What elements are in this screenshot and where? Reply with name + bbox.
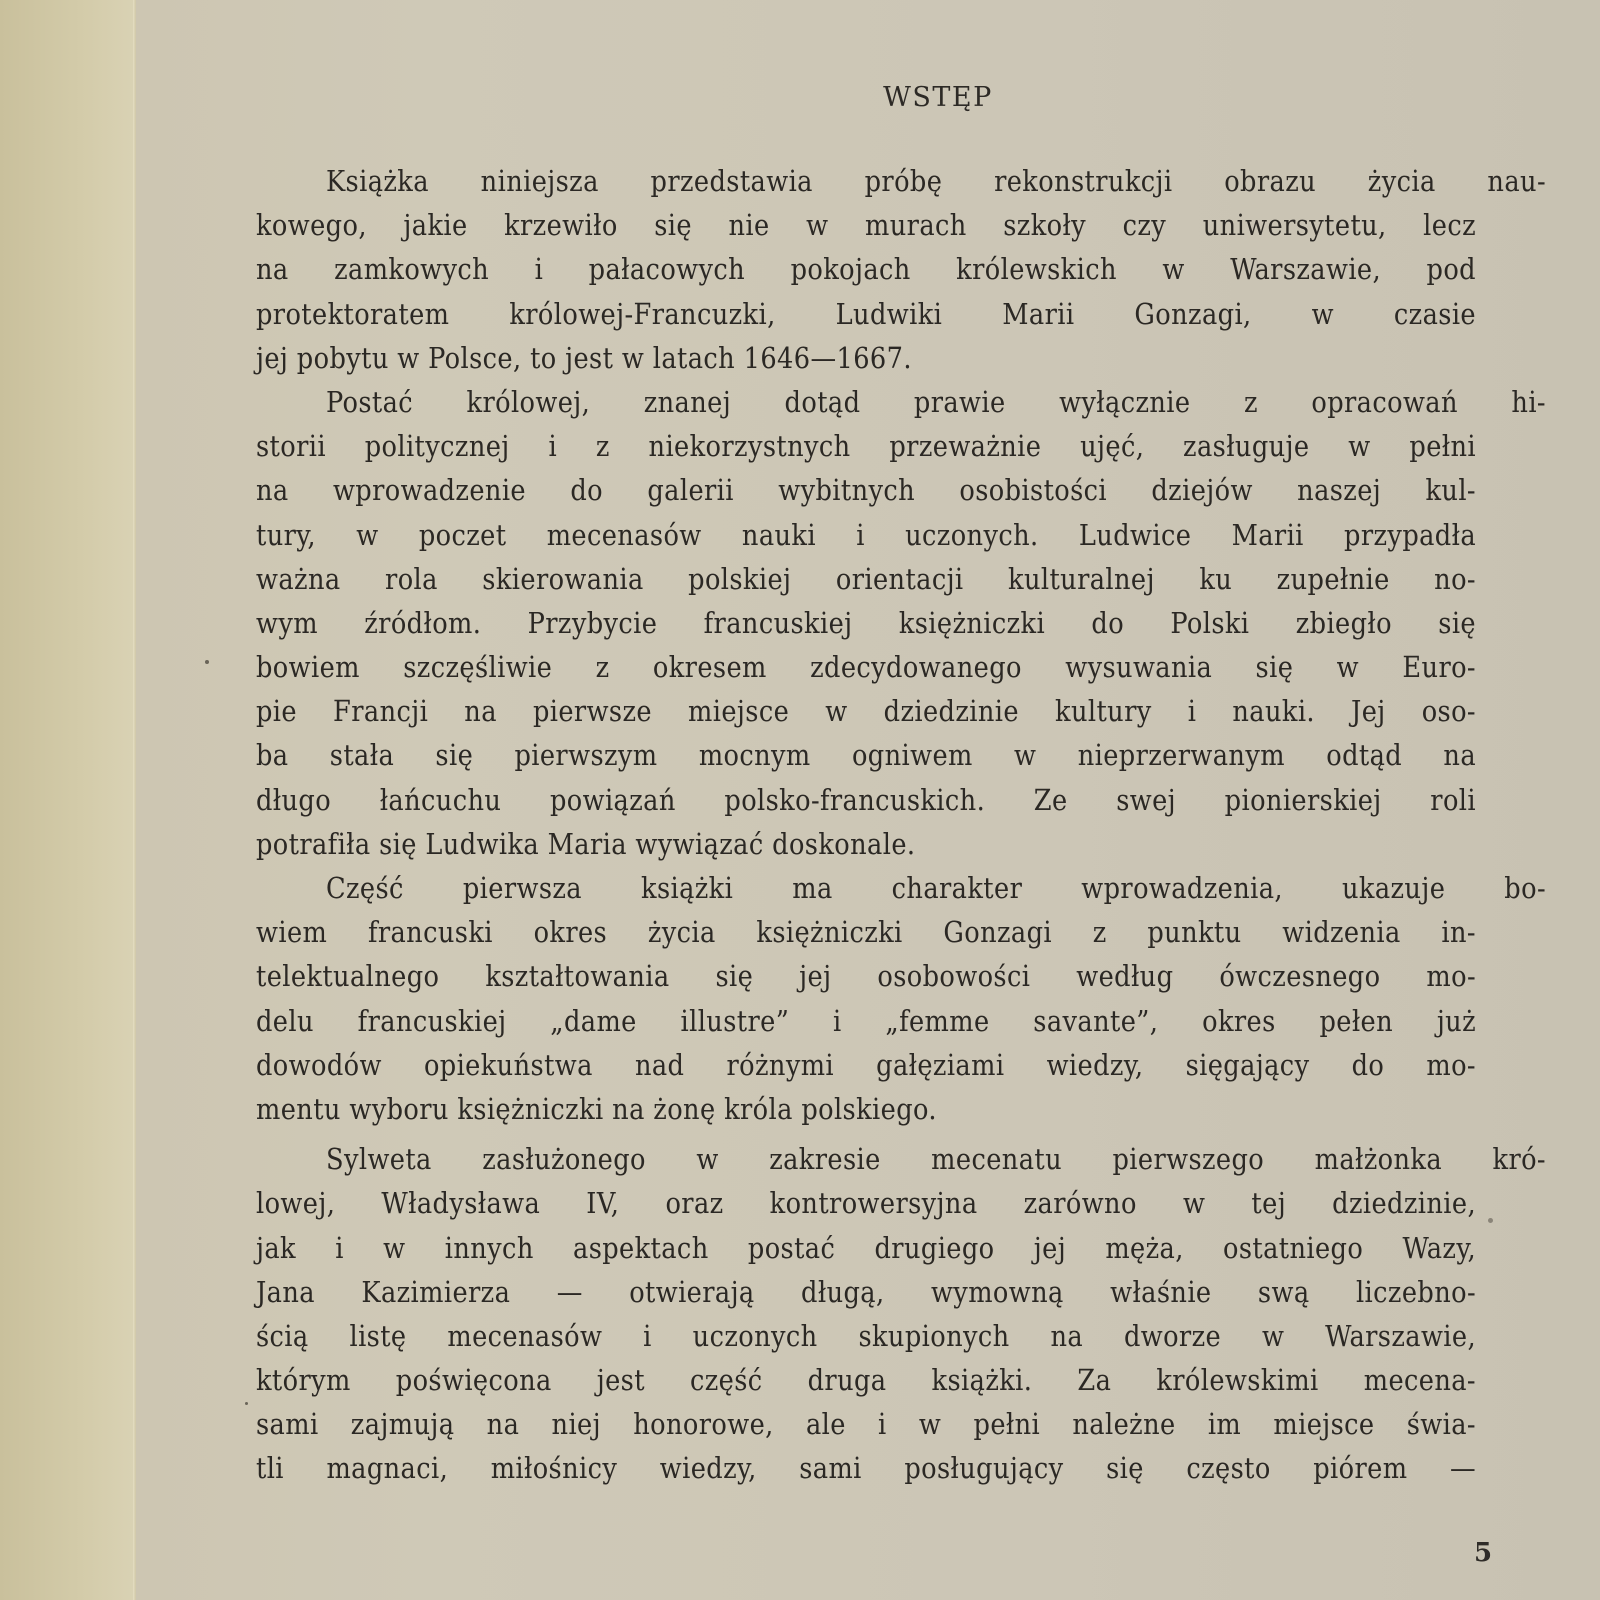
text-line: mentu wyboru księżniczki na żonę króla polskiego. <box>256 1092 937 1126</box>
text-line: potrafiła się Ludwika Maria wywiązać doskonale. <box>256 827 916 861</box>
book-page <box>136 0 1600 1600</box>
text-line: protektoratem królowej-Francuzki, Ludwiki Marii Gonzagi, w czasie <box>256 297 1476 331</box>
text-line: sami zajmują na niej honorowe, ale i w pełni należne im miejsce świa- <box>256 1408 1476 1442</box>
text-line: lowej, Władysława IV, oraz kontrowersyjna zarówno w tej dziedzinie, <box>256 1187 1476 1221</box>
text-line: na zamkowych i pałacowych pokojach królewskich w Warszawie, pod <box>256 253 1476 287</box>
text-line: ba stała się pierwszym mocnym ogniwem w nieprzerwanym odtąd na <box>256 739 1476 773</box>
text-line: długo łańcuchu powiązań polsko-francuskich. Ze swej pionierskiej roli <box>256 783 1476 817</box>
paragraph-4 <box>256 1138 1600 1492</box>
text-line: Część pierwsza książki ma charakter wprowadzenia, ukazuje bo- <box>326 872 1546 905</box>
text-line: tury, w poczet mecenasów nauki i uczonych. Ludwice Marii przypadła <box>256 518 1476 552</box>
text-line: ważna rola skierowania polskiej orientacji kulturalnej ku zupełnie no- <box>256 562 1476 596</box>
text-line: jej pobytu w Polsce, to jest w latach 1646—1667. <box>256 341 912 375</box>
text-line: Sylweta zasłużonego w zakresie mecenatu pierwszego małżonka kró- <box>326 1143 1546 1177</box>
text-line: którym poświęcona jest część druga książki. Za królewskimi mecena- <box>256 1364 1476 1398</box>
text-line: Książka niniejsza przedstawia próbę rekonstrukcji obrazu życia nau- <box>326 165 1546 198</box>
text-line: kowego, jakie krzewiło się nie w murach szkoły czy uniwersytetu, lecz <box>256 209 1476 243</box>
text-line: dowodów opiekuństwa nad różnymi gałęziami wiedzy, sięgający do mo- <box>256 1048 1476 1082</box>
chapter-title: WSTĘP <box>883 82 993 113</box>
previous-page-edge <box>0 0 134 1600</box>
paragraph-2 <box>256 381 1600 867</box>
paper-speck <box>245 1402 248 1405</box>
text-line: tli magnaci, miłośnicy wiedzy, sami posługujący się często piórem — <box>256 1452 1476 1486</box>
body-text <box>256 160 1600 1492</box>
text-line: Jana Kazimierza — otwierają długą, wymowną właśnie swą liczebno- <box>256 1275 1476 1309</box>
text-line: bowiem szczęśliwie z okresem zdecydowanego wysuwania się w Euro- <box>256 651 1476 685</box>
text-line: jak i w innych aspektach postać drugiego jej męża, ostatniego Wazy, <box>256 1231 1476 1265</box>
text-line: ścią listę mecenasów i uczonych skupionych na dworze w Warszawie, <box>256 1319 1476 1353</box>
paragraph-3 <box>256 867 1600 1132</box>
page-number: 5 <box>1474 1538 1493 1568</box>
text-line: wiem francuski okres życia księżniczki Gonzagi z punktu widzenia in- <box>256 916 1476 950</box>
text-line: delu francuskiej „dame illustre” i „femme savante”, okres pełen już <box>256 1004 1476 1038</box>
text-line: telektualnego kształtowania się jej osobowości według ówczesnego mo- <box>256 960 1476 994</box>
text-line: storii politycznej i z niekorzystnych przeważnie ujęć, zasługuje w pełni <box>256 430 1476 464</box>
paper-speck <box>1488 1218 1493 1223</box>
text-line: pie Francji na pierwsze miejsce w dziedzinie kultury i nauki. Jej oso- <box>256 695 1476 729</box>
paper-speck <box>205 660 209 664</box>
paragraph-1 <box>256 160 1600 381</box>
text-line: Postać królowej, znanej dotąd prawie wyłącznie z opracowań hi- <box>326 385 1546 419</box>
text-line: wym źródłom. Przybycie francuskiej księżniczki do Polski zbiegło się <box>256 606 1476 640</box>
text-line: na wprowadzenie do galerii wybitnych osobistości dziejów naszej kul- <box>256 474 1476 508</box>
